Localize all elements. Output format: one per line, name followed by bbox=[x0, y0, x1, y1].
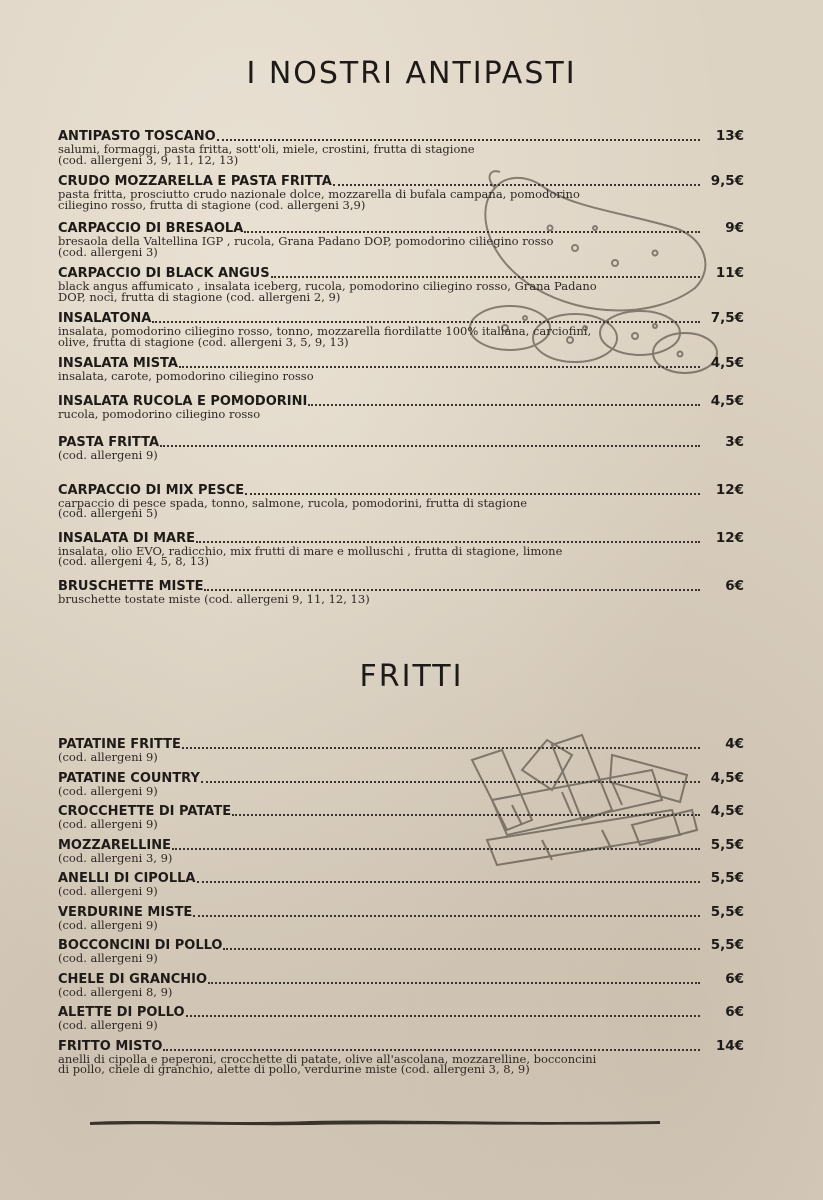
item-description: rucola, pomodorino ciliegino rosso bbox=[58, 406, 261, 421]
dotted-leader bbox=[179, 366, 700, 368]
item-description: (cod. allergeni 9) bbox=[58, 750, 158, 764]
dotted-leader bbox=[196, 541, 700, 543]
item-name: CHELE DI GRANCHIO bbox=[58, 971, 208, 987]
item-name: BRUSCHETTE MISTE bbox=[58, 578, 204, 594]
item-description: black angus affumicato , insalata iceberg, rucola, pomodorino ciliegino rosso, Grana Padano DOP, noci, frutta di stagione (cod. allergeni 2, 9) bbox=[58, 279, 597, 304]
item-price: 5,5€ bbox=[710, 836, 744, 853]
dotted-leader bbox=[182, 747, 700, 749]
item-description: pasta fritta, prosciutto crudo nazionale dolce, mozzarella di bufala campana, pomodorino ciliegino rosso, frutta di stagione (cod. allergeni 3,9) bbox=[58, 187, 580, 212]
item-price: 4,5€ bbox=[710, 769, 744, 786]
item-description: carpaccio di pesce spada, tonno, salmone, rucola, pomodorini, frutta di stagione (cod. allergeni 5) bbox=[58, 495, 528, 520]
menu-item bbox=[58, 266, 744, 302]
item-price: 5,5€ bbox=[710, 903, 744, 920]
antipasti-title: I NOSTRI ANTIPASTI bbox=[246, 56, 577, 91]
item-price: 6€ bbox=[725, 970, 744, 987]
item-price: 3€ bbox=[725, 434, 744, 450]
item-name: CROCCHETTE DI PATATE bbox=[58, 804, 232, 819]
dotted-leader bbox=[208, 982, 700, 984]
dotted-leader bbox=[244, 231, 700, 233]
item-description: (cod. allergeni 9) bbox=[58, 884, 158, 898]
dotted-leader bbox=[160, 445, 700, 447]
item-description: anelli di cipolla e peperoni, crocchette di patate, olive all'ascolana, mozzarelline, bocconcini di pollo, chele di granchio, alette di pollo, verdurine miste (cod. allergeni 3, 8, 9) bbox=[58, 1051, 597, 1076]
menu-item bbox=[58, 394, 744, 420]
menu-item bbox=[58, 938, 744, 964]
item-name: ANTIPASTO TOSCANO bbox=[58, 129, 216, 144]
item-price: 5,5€ bbox=[710, 870, 744, 886]
item-price: 6€ bbox=[725, 1004, 744, 1020]
dotted-leader bbox=[333, 184, 700, 186]
menu-item bbox=[58, 129, 744, 165]
item-price: 12€ bbox=[715, 529, 744, 546]
item-price: 7,5€ bbox=[710, 310, 744, 326]
dotted-leader bbox=[197, 881, 701, 883]
item-description: (cod. allergeni 9) bbox=[58, 951, 158, 965]
menu-item bbox=[58, 221, 744, 257]
menu-item bbox=[58, 579, 744, 605]
item-price: 4,5€ bbox=[710, 392, 744, 409]
dotted-leader bbox=[163, 1049, 700, 1051]
dotted-leader bbox=[193, 915, 700, 917]
dotted-leader bbox=[271, 276, 700, 278]
item-description: insalata, carote, pomodorino ciliegino rosso bbox=[58, 369, 314, 383]
item-price: 11€ bbox=[715, 265, 744, 281]
item-name: INSALATA MISTA bbox=[58, 356, 178, 371]
item-name: VERDURINE MISTE bbox=[58, 904, 193, 920]
antipasti-list bbox=[58, 129, 744, 604]
item-price: 4,5€ bbox=[710, 803, 744, 819]
menu-item bbox=[58, 838, 744, 864]
dotted-leader bbox=[204, 589, 700, 591]
item-price: 5,5€ bbox=[710, 937, 744, 953]
brush-divider bbox=[90, 1118, 660, 1126]
item-description: (cod. allergeni 9) bbox=[58, 917, 158, 932]
dotted-leader bbox=[245, 493, 700, 495]
menu-item bbox=[58, 804, 744, 830]
item-price: 14€ bbox=[715, 1037, 744, 1054]
item-description: bruschette tostate miste (cod. allergeni 9, 11, 12, 13) bbox=[58, 591, 370, 606]
item-description: salumi, formaggi, pasta fritta, sott'oli, miele, crostini, frutta di stagione (cod. allergeni 3, 9, 11, 12, 13) bbox=[58, 142, 475, 167]
item-price: 4,5€ bbox=[710, 355, 744, 371]
item-description: (cod. allergeni 3, 9) bbox=[58, 850, 173, 865]
item-price: 12€ bbox=[715, 481, 744, 498]
item-price: 9,5€ bbox=[710, 173, 744, 189]
fritti-list bbox=[58, 737, 744, 1075]
menu-item bbox=[58, 311, 744, 347]
item-description: (cod. allergeni 9) bbox=[58, 817, 158, 831]
menu-item bbox=[58, 483, 744, 519]
menu-item bbox=[58, 1039, 744, 1075]
item-name: CARPACCIO DI MIX PESCE bbox=[58, 482, 245, 498]
item-name: CRUDO MOZZARELLA E PASTA FRITTA bbox=[58, 174, 332, 189]
dotted-leader bbox=[232, 814, 700, 816]
item-name: BOCCONCINI DI POLLO bbox=[58, 938, 223, 953]
dotted-leader bbox=[172, 848, 700, 850]
item-name: CARPACCIO DI BLACK ANGUS bbox=[58, 266, 270, 281]
item-name: ALETTE DI POLLO bbox=[58, 1005, 185, 1020]
menu-item bbox=[58, 905, 744, 931]
menu-item bbox=[58, 871, 744, 897]
menu-item bbox=[58, 1005, 744, 1031]
menu-item bbox=[58, 771, 744, 797]
menu-item bbox=[58, 972, 744, 998]
dotted-leader bbox=[217, 139, 700, 141]
item-name: ANELLI DI CIPOLLA bbox=[58, 871, 196, 886]
item-name: PATATINE COUNTRY bbox=[58, 770, 200, 786]
menu-item bbox=[58, 435, 744, 461]
dotted-leader bbox=[223, 948, 700, 950]
item-description: (cod. allergeni 9) bbox=[58, 1018, 158, 1032]
item-name: PASTA FRITTA bbox=[58, 435, 160, 450]
menu-item bbox=[58, 531, 744, 567]
item-description: insalata, olio EVO, radicchio, mix frutti di mare e molluschi , frutta di stagione, limone (cod. allergeni 4, 5, 8, 13) bbox=[58, 543, 563, 568]
item-description: (cod. allergeni 8, 9) bbox=[58, 984, 173, 999]
menu-item bbox=[58, 737, 744, 763]
menu-item bbox=[58, 174, 744, 210]
dotted-leader bbox=[201, 781, 700, 783]
dotted-leader bbox=[152, 321, 700, 323]
item-price: 9€ bbox=[725, 220, 744, 236]
item-price: 4€ bbox=[725, 736, 744, 752]
item-name: FRITTO MISTO bbox=[58, 1038, 163, 1054]
item-name: INSALATA RUCOLA E POMODORINI bbox=[58, 393, 308, 409]
dotted-leader bbox=[308, 404, 700, 406]
item-price: 13€ bbox=[715, 128, 744, 144]
item-description: (cod. allergeni 9) bbox=[58, 448, 158, 462]
menu-item bbox=[58, 356, 744, 382]
fritti-title: FRITTI bbox=[359, 659, 464, 694]
item-description: insalata, pomodorino ciliegino rosso, tonno, mozzarella fiordilatte 100% italiana, carciofini, olive, frutta di stagione (cod. allergeni 3, 5, 9, 13) bbox=[58, 324, 592, 349]
item-name: INSALATONA bbox=[58, 311, 152, 326]
item-price: 6€ bbox=[725, 577, 744, 594]
dotted-leader bbox=[186, 1015, 700, 1017]
item-name: PATATINE FRITTE bbox=[58, 737, 181, 752]
item-name: CARPACCIO DI BRESAOLA bbox=[58, 221, 244, 236]
item-description: (cod. allergeni 9) bbox=[58, 783, 158, 798]
item-description: bresaola della Valtellina IGP , rucola, Grana Padano DOP, pomodorino ciliegino rosso (cod. allergeni 3) bbox=[58, 234, 554, 259]
item-name: INSALATA DI MARE bbox=[58, 530, 195, 546]
item-name: MOZZARELLINE bbox=[58, 837, 171, 853]
